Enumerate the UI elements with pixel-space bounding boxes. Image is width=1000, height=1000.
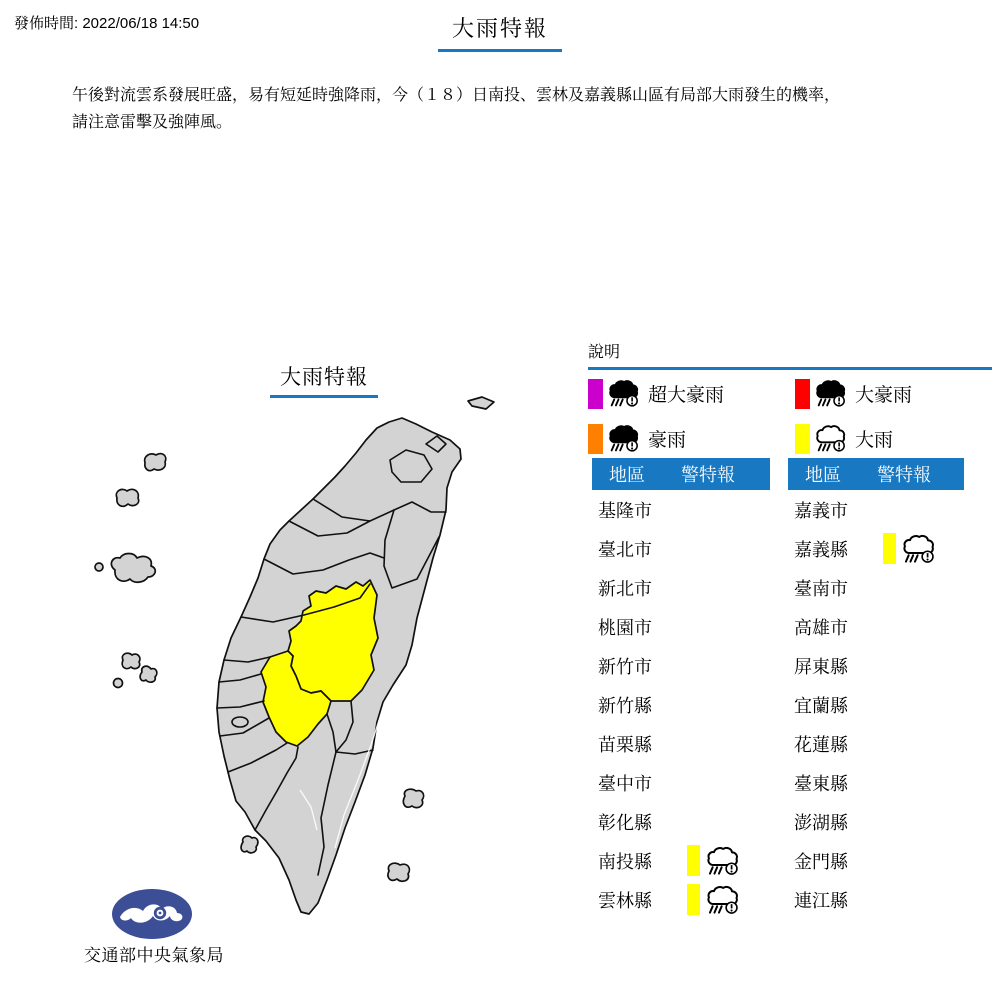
green-island: [403, 789, 423, 807]
table-row: [788, 490, 964, 529]
region-label: 金門縣: [794, 851, 848, 872]
column-header-warning: 警特報: [877, 465, 931, 485]
dark-rain-cloud-icon: [607, 423, 641, 454]
column-header-region: 地區: [609, 465, 645, 485]
legend-item-label: 超大豪雨: [648, 385, 725, 406]
table-row: [788, 607, 964, 646]
region-label: 雲林縣: [598, 890, 652, 911]
light-rain-cloud-icon: [705, 845, 741, 877]
table-body-right: [788, 490, 964, 919]
orchid-island: [388, 863, 409, 881]
table-row: [788, 724, 964, 763]
table-row: [788, 802, 964, 841]
penghu-islet-south-1: [122, 653, 140, 668]
table-row: [592, 490, 770, 529]
penghu-main-island: [111, 554, 155, 583]
legend-item: [795, 423, 992, 454]
advisory-description: 午後對流雲系發展旺盛，易有短延時強降雨，今（１８）日南投、雲林及嘉義縣山區有局部大雨發生的機率，請注意雷擊及強陣風。: [72, 87, 841, 131]
table-row: [592, 802, 770, 841]
penghu-islet-small: [95, 563, 103, 571]
table-row: [788, 685, 964, 724]
legend-color-swatch: [795, 424, 810, 454]
region-label: 花蓮縣: [794, 734, 848, 755]
region-label: 苗栗縣: [598, 734, 652, 755]
region-label: 臺南市: [794, 578, 848, 599]
region-label: 嘉義縣: [794, 539, 848, 560]
legend-item-label: 大豪雨: [855, 385, 913, 406]
column-header-region: 地區: [805, 465, 841, 485]
table-row: [788, 529, 964, 568]
region-label: 臺中市: [598, 773, 652, 794]
dark-rain-cloud-icon: [607, 378, 641, 409]
warning-cell: [687, 884, 741, 916]
cwb-logo-spiral-core: [159, 912, 162, 915]
table-row: [592, 529, 770, 568]
warning-tables: [592, 458, 964, 919]
taiwan-map: [90, 360, 530, 960]
region-label: 宜蘭縣: [794, 695, 848, 716]
region-label: 連江縣: [794, 890, 848, 911]
warning-table-right: [788, 458, 964, 919]
page-title-wrap: [0, 10, 1000, 52]
table-row: [592, 763, 770, 802]
column-header-warning: 警特報: [681, 465, 735, 485]
light-rain-cloud-icon: [705, 884, 741, 916]
region-label: 新竹縣: [598, 695, 652, 716]
table-header: [788, 458, 964, 490]
warning-color-swatch: [687, 884, 700, 915]
region-label: 新竹市: [598, 656, 652, 677]
penghu-islet-west: [116, 489, 138, 506]
warning-cell: [883, 533, 937, 565]
chiayi-city-border: [232, 717, 248, 727]
region-label: 南投縣: [598, 851, 652, 872]
legend-item: [588, 423, 795, 454]
table-row: [592, 607, 770, 646]
light-rain-cloud-icon: [901, 533, 937, 565]
penghu-islet-north: [145, 454, 166, 471]
table-header: [592, 458, 770, 490]
table-row: [788, 646, 964, 685]
region-label: 澎湖縣: [794, 812, 848, 833]
legend-item: [588, 378, 795, 409]
legend-item-label: 大雨: [855, 430, 894, 451]
region-label: 臺北市: [598, 539, 652, 560]
dark-rain-cloud-icon: [814, 378, 848, 409]
region-label: 嘉義市: [794, 500, 848, 521]
light-rain-cloud-icon: [814, 423, 848, 454]
map-title: 大雨特報: [270, 361, 378, 398]
cwb-logo: [110, 886, 194, 942]
page-title: 大雨特報: [438, 10, 562, 52]
legend-item-label: 豪雨: [648, 430, 687, 451]
legend: [588, 339, 992, 454]
warning-color-swatch: [883, 533, 896, 564]
table-row: [592, 841, 770, 880]
table-row: [592, 880, 770, 919]
warning-table-left: [592, 458, 770, 919]
region-label: 彰化縣: [598, 812, 652, 833]
table-body-left: [592, 490, 770, 919]
legend-color-swatch: [588, 424, 603, 454]
legend-color-swatch: [588, 379, 603, 409]
region-label: 新北市: [598, 578, 652, 599]
legend-title: 說明: [588, 344, 621, 361]
warning-cell: [687, 845, 741, 877]
table-row: [592, 685, 770, 724]
legend-color-swatch: [795, 379, 810, 409]
legend-divider: [588, 367, 992, 370]
legend-grid: [588, 378, 992, 454]
guishan-island: [468, 397, 494, 409]
publish-time: 發佈時間: 2022/06/18 14:50: [14, 15, 200, 32]
table-row: [592, 568, 770, 607]
region-label: 屏東縣: [794, 656, 848, 677]
region-label: 臺東縣: [794, 773, 848, 794]
warning-color-swatch: [687, 845, 700, 876]
region-label: 高雄市: [794, 617, 848, 638]
penghu-islet-south-3: [114, 679, 123, 688]
table-row: [592, 724, 770, 763]
penghu-islet-south-2: [140, 666, 157, 682]
agency-name: 交通部中央氣象局: [84, 946, 224, 965]
table-row: [788, 763, 964, 802]
xiaoliuqiu-island: [241, 836, 258, 853]
table-row: [788, 880, 964, 919]
region-label: 基隆市: [598, 500, 652, 521]
table-row: [592, 646, 770, 685]
legend-item: [795, 378, 992, 409]
table-row: [788, 568, 964, 607]
region-label: 桃園市: [598, 617, 652, 638]
table-row: [788, 841, 964, 880]
